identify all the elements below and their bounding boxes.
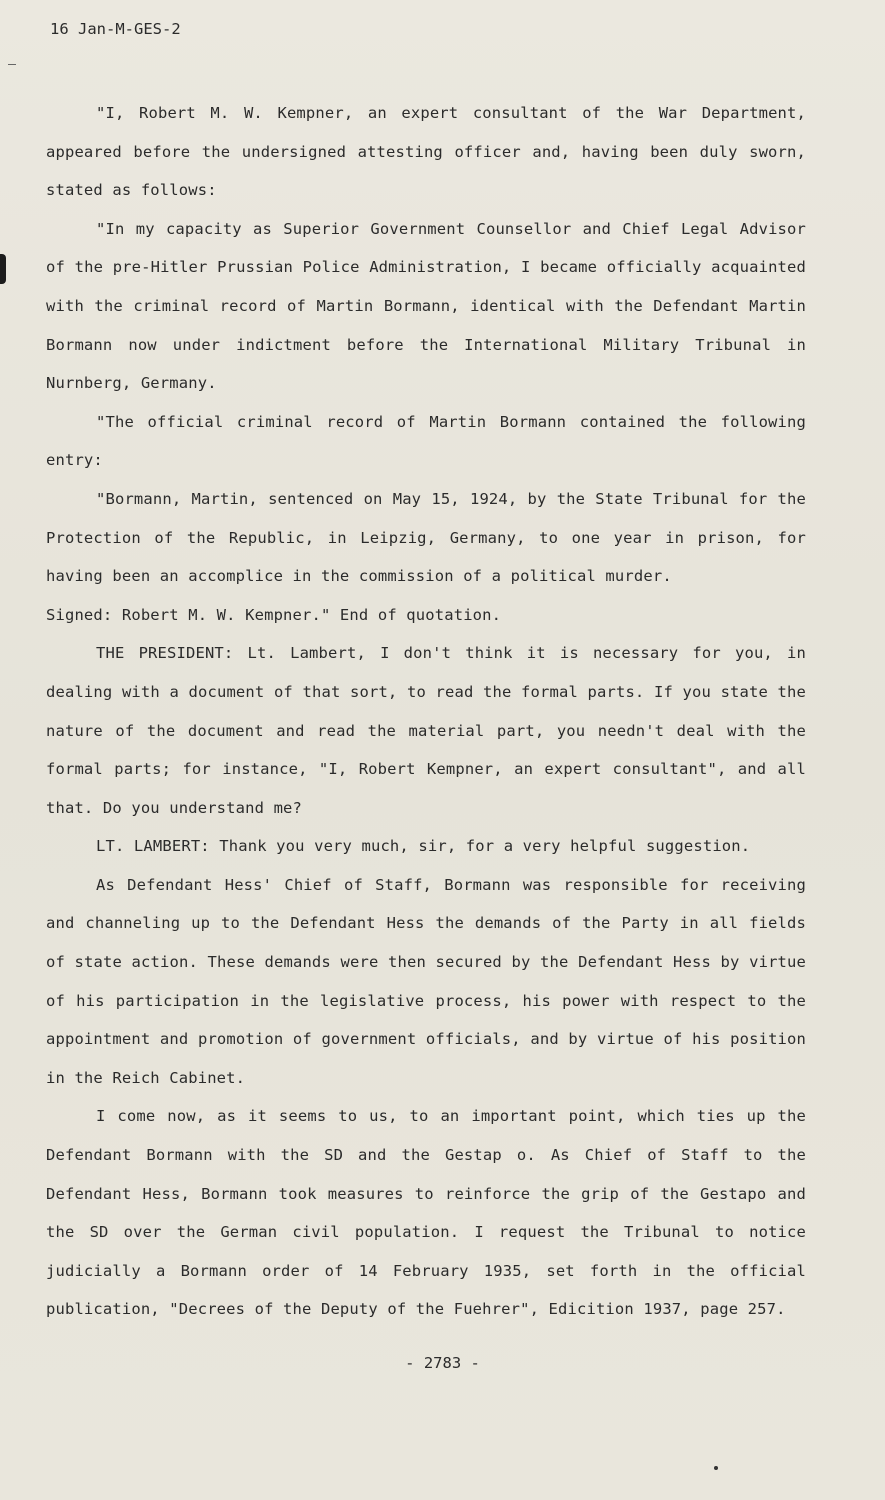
- paragraph-criminal-record: "The official criminal record of Martin Bormann contained the following entry:: [46, 412, 806, 470]
- paragraph-hess-chief-of-staff: As Defendant Hess' Chief of Staff, Bormann was responsible for receiving and channeling up to the Defendant Hess the demands of the Party in all fields of state action. These demands were then secured by the Defendant Hess by virtue of his participation in the legislative process, his power with respect to the appointment and promotion of government officials, and by virtue of his position in the Reich Cabinet.: [46, 875, 806, 1087]
- paragraph-sentence-entry: "Bormann, Martin, sentenced on May 15, 1924, by the State Tribunal for the Protection of the Republic, in Leipzig, Germany, to one year in prison, for having been an accomplice in the commission of a political murder.: [46, 489, 806, 586]
- document-reference: 16 Jan-M-GES-2: [50, 20, 181, 38]
- margin-mark: [8, 64, 16, 65]
- paragraph-lambert-reply: LT. LAMBERT: Thank you very much, sir, for a very helpful suggestion.: [96, 837, 751, 856]
- speck-mark: [714, 1466, 718, 1470]
- page-number: - 2783 -: [405, 1354, 480, 1372]
- transcript-body: [46, 94, 806, 1329]
- paragraph-affidavit-intro: "I, Robert M. W. Kempner, an expert consultant of the War Department, appeared before the undersigned attesting officer and, having been duly sworn, stated as follows:: [46, 104, 806, 200]
- paragraph-president: THE PRESIDENT: Lt. Lambert, I don't think it is necessary for you, in dealing with a document of that sort, to read the formal parts. If you state the nature of the document and read the material part, you needn't deal with the formal parts; for instance, "I, Robert Kempner, an expert consultant", and all that. Do you understand me?: [46, 644, 806, 817]
- binding-mark: [0, 254, 6, 284]
- paragraph-capacity: "In my capacity as Superior Government Counsellor and Chief Legal Advisor of the pre-Hitler Prussian Police Administration, I became officially acquainted with the criminal record of Martin Bormann, identical with the Defendant Martin Bormann now under indictment before the International Military Tribunal in Nurnberg, Germany.: [46, 219, 806, 393]
- paragraph-signature: Signed: Robert M. W. Kempner." End of quotation.: [46, 605, 502, 624]
- paragraph-sd-gestapo: I come now, as it seems to us, to an important point, which ties up the Defendant Bormann with the SD and the Gestap o. As Chief of Staff to the Defendant Hess, Bormann took measures to reinforce the grip of the Gestapo and the SD over the German civil population. I request the Tribunal to notice judicially a Bormann order of 14 February 1935, set forth in the official publication, "Decrees of the Deputy of the Fuehrer", Edicition 1937, page 257.: [46, 1107, 806, 1319]
